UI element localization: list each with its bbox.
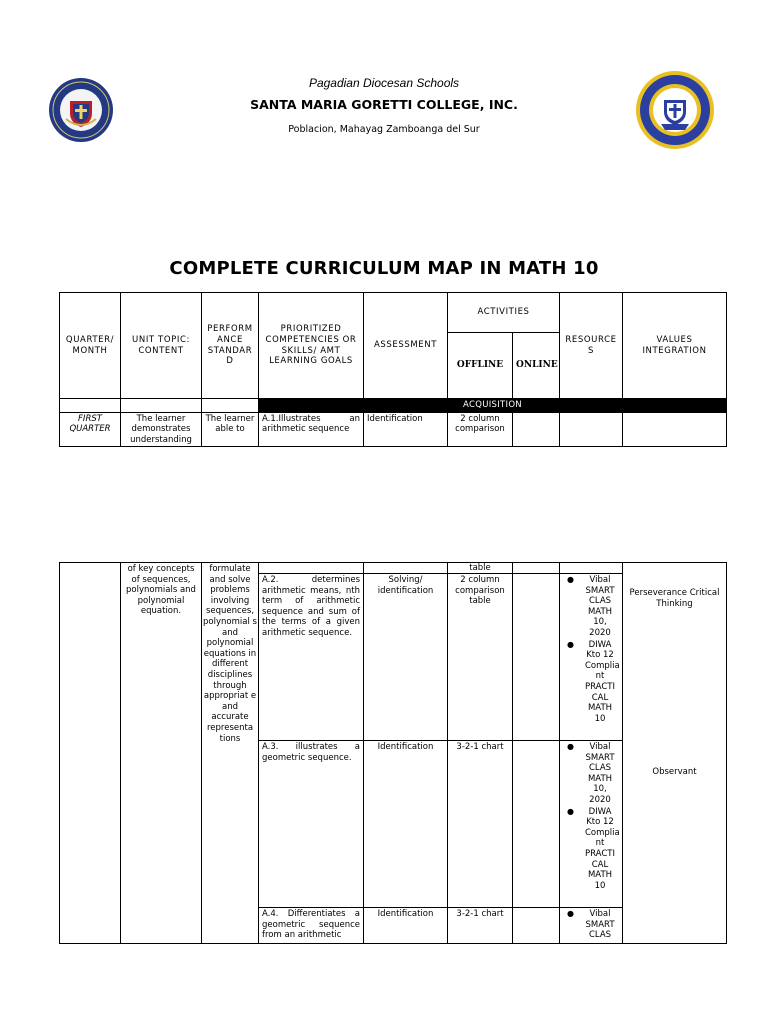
performance-continued-cell: formulate and solve problems involving sequences, polynomial s and polynomial equations in different disciplines through appropriat e and accurate representa tions: [202, 563, 259, 944]
values-row-a2: Perseverance Critical Thinking: [629, 588, 720, 609]
table-row: [60, 412, 727, 447]
quarter-cell: FIRST QUARTER: [60, 412, 121, 447]
acquisition-banner: ACQUISITION: [259, 399, 727, 413]
content-continued-cell: of key concepts of sequences, polynomials and polynomial equation.: [121, 563, 202, 944]
col-quarter-header: QUARTER/ MONTH: [60, 293, 121, 399]
competency-cell: A.2. determines arithmetic means, nth term of arithmetic sequence and sum of the terms of a given arithmetic sequence.: [259, 574, 364, 741]
assessment-cell: Solving/ identification: [364, 574, 448, 741]
values-row-a3: Observant: [652, 767, 697, 778]
resources-cell: [560, 741, 623, 908]
performance-cell: The learner able to: [202, 412, 259, 447]
offline-activity-cell: 2 column comparison table: [448, 574, 513, 741]
diocese-name: Pagadian Diocesan Schools: [308, 76, 460, 90]
col-offline-header: OFFLINE: [448, 333, 513, 399]
offline-activity-cell: 3-2-1 chart: [448, 741, 513, 908]
offline-activity-cell: 3-2-1 chart: [448, 908, 513, 944]
resource-item: ● Vibal SMART CLAS: [563, 909, 619, 941]
resource-item: ● Vibal SMART CLAS MATH 10, 2020: [563, 742, 619, 806]
assessment-cell: Identification: [364, 412, 448, 447]
resources-cell: [560, 574, 623, 741]
curriculum-table-page1: [59, 292, 727, 447]
college-address: Poblacion, Mahayag Zamboanga del Sur: [288, 124, 480, 135]
competency-cell: A.3. illustrates a geometric sequence.: [259, 741, 364, 908]
college-name: SANTA MARIA GORETTI COLLEGE, INC.: [250, 97, 518, 112]
curriculum-table-page2: [59, 562, 727, 944]
col-activities-header: ACTIVITIES: [448, 293, 560, 333]
col-unit-topic-header: UNIT TOPIC: CONTENT: [121, 293, 202, 399]
offline-continued-cell: table: [448, 563, 513, 574]
competency-cell: A.1.Illustrates an arithmetic sequence: [259, 412, 364, 447]
col-resources-header: RESOURCE S: [560, 293, 623, 399]
resource-item: ● Vibal SMART CLAS MATH 10, 2020: [563, 575, 619, 639]
offline-activity-cell: 2 column comparison: [448, 412, 513, 447]
col-performance-header: PERFORM ANCE STANDAR D: [202, 293, 259, 399]
col-values-header: VALUES INTEGRATION: [623, 293, 727, 399]
col-competencies-header: PRIORITIZED COMPETENCIES OR SKILLS/ AMT LEARNING GOALS: [259, 293, 364, 399]
content-cell: The learner demonstrates understanding: [121, 412, 202, 447]
col-assessment-header: ASSESSMENT: [364, 293, 448, 399]
competency-cell: A.4. Differentiates a geometric sequence from an arithmetic: [259, 908, 364, 944]
values-cell: [623, 563, 727, 944]
col-online-header: ONLINE: [513, 333, 560, 399]
resources-cell: [560, 908, 623, 944]
assessment-cell: Identification: [364, 908, 448, 944]
assessment-cell: Identification: [364, 741, 448, 908]
resource-item: ● DIWA Kto 12 Complia nt PRACTI CAL MATH 10: [563, 807, 619, 892]
resource-item: ● DIWA Kto 12 Complia nt PRACTI CAL MATH 10: [563, 640, 619, 725]
document-title: COMPLETE CURRICULUM MAP IN MATH 10: [169, 258, 599, 279]
